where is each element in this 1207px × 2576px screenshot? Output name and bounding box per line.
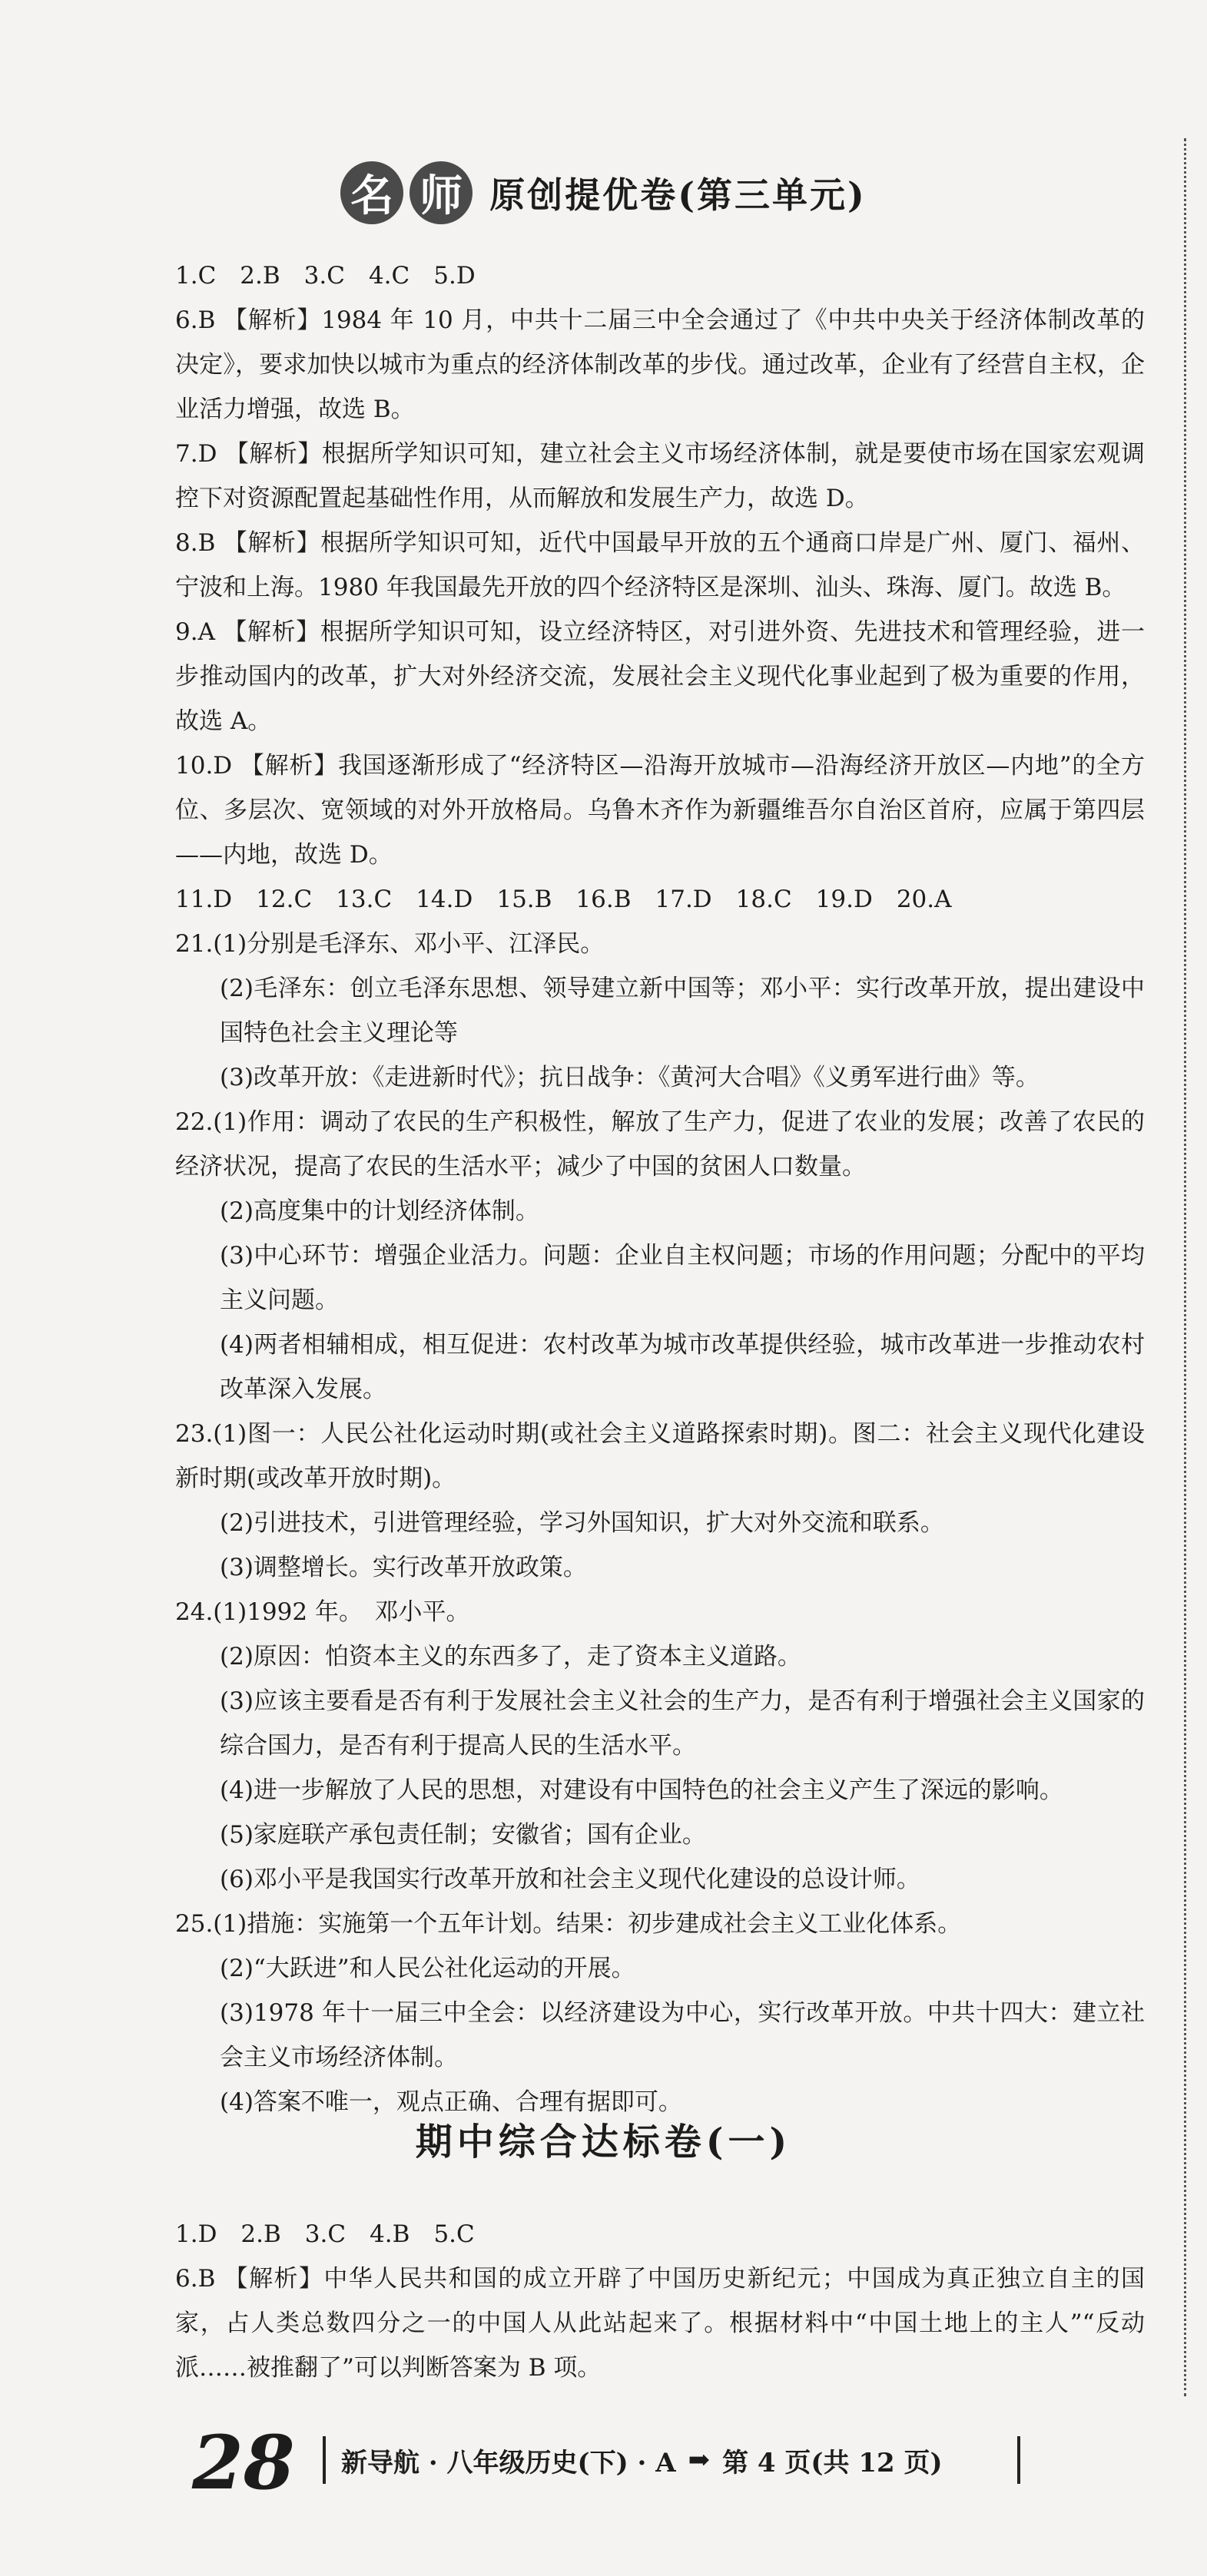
answer-line: (2)“大跃进”和人民公社化运动的开展。 bbox=[220, 1955, 635, 1982]
page-info: 第 4 页(共 12 页) bbox=[722, 2447, 943, 2478]
answer-line: (4)进一步解放了人民的思想，对建设有中国特色的社会主义产生了深远的影响。 bbox=[220, 1776, 1063, 1804]
answer-line: 8.B 【解析】根据所学知识可知，近代中国最早开放的五个通商口岸是广州、厦门、福州、宁波和上海。1980 年我国最先开放的四个经济特区是深圳、汕头、珠海、厦门。故选 B。 bbox=[175, 529, 1145, 601]
answer-line: (3)应该主要看是否有利于发展社会主义社会的生产力，是否有利于增强社会主义国家的综合国力，是否有利于提高人民的生活水平。 bbox=[220, 1687, 1145, 1760]
badge-char-2: 师 bbox=[410, 161, 473, 224]
answer-line: 24.(1)1992 年。 邓小平。 bbox=[175, 1598, 470, 1626]
answer-line: 9.A 【解析】根据所学知识可知，设立经济特区，对引进外资、先进技术和管理经验，进一步推动国内的改革，扩大对外经济交流，发展社会主义现代化事业起到了极为重要的作用，故选 A。 bbox=[175, 618, 1145, 735]
answer-line: 7.D 【解析】根据所学知识可知，建立社会主义市场经济体制，就是要使市场在国家宏观调控下对资源配置起基础性作用，从而解放和发展生产力，故选 D。 bbox=[175, 440, 1145, 512]
answer-line: (2)原因：怕资本主义的东西多了，走了资本主义道路。 bbox=[220, 1643, 801, 1670]
answer-line: (3)1978 年十一届三中全会：以经济建设为中心，实行改革开放。中共十四大：建立社会主义市场经济体制。 bbox=[220, 1999, 1145, 2071]
answer-line: (3)改革开放：《走进新时代》；抗日战争：《黄河大合唱》《义勇军进行曲》等。 bbox=[220, 1064, 1040, 1091]
arrow-icon: ➡ bbox=[688, 2445, 711, 2475]
answer-line: (6)邓小平是我国实行改革开放和社会主义现代化建设的总设计师。 bbox=[220, 1866, 920, 1893]
answer-line: 1.C 2.B 3.C 4.C 5.D bbox=[175, 262, 476, 290]
answer-line: 6.B 【解析】1984 年 10 月，中共十二届三中全会通过了《中共中央关于经济体制改革的决定》，要求加快以城市为重点的经济体制改革的步伐。通过改革，企业有了经营自主权，企业活力增强，故选 B。 bbox=[175, 306, 1145, 423]
answer-line: (2)毛泽东：创立毛泽东思想、领导建立新中国等；邓小平：实行改革开放，提出建设中国特色社会主义理论等 bbox=[220, 975, 1145, 1047]
answer-line: (3)调整增长。实行改革开放政策。 bbox=[220, 1554, 587, 1581]
answer-line: (5)家庭联产承包责任制；安徽省；国有企业。 bbox=[220, 1821, 706, 1849]
answer-line: 6.B 【解析】中华人民共和国的成立开辟了中国历史新纪元；中国成为真正独立自主的国家，占人类总数四分之一的中国人从此站起来了。根据材料中“中国土地上的主人”“反动派……被推翻了”可以判断答案为 B 项。 bbox=[175, 2265, 1145, 2382]
answer-block-2 bbox=[175, 2212, 1145, 2390]
badge-char-1: 名 bbox=[340, 161, 403, 224]
answer-line: (2)引进技术，引进管理经验，学习外国知识，扩大对外交流和联系。 bbox=[220, 1509, 944, 1537]
section-header bbox=[0, 161, 1207, 224]
answer-block-1 bbox=[175, 253, 1145, 2124]
answer-line: (3)中心环节：增强企业活力。问题：企业自主权问题；市场的作用问题；分配中的平均主义问题。 bbox=[220, 1242, 1145, 1314]
answer-line: 11.D 12.C 13.C 14.D 15.B 16.B 17.D 18.C 19.D 20.A bbox=[175, 886, 952, 913]
page-footer bbox=[192, 2419, 1037, 2504]
footer-info bbox=[323, 2436, 1020, 2484]
answer-line: (4)两者相辅相成，相互促进：农村改革为城市改革提供经验，城市改革进一步推动农村改革深入发展。 bbox=[220, 1331, 1145, 1403]
answer-line: 25.(1)措施：实施第一个五年计划。结果：初步建成社会主义工业化体系。 bbox=[175, 1910, 962, 1938]
section-title-2: 期中综合达标卷(一) bbox=[415, 2121, 792, 2164]
answer-line: 1.D 2.B 3.C 4.B 5.C bbox=[175, 2220, 475, 2248]
answer-line: 22.(1)作用：调动了农民的生产积极性，解放了生产力，促进了农业的发展；改善了农民的经济状况，提高了农民的生活水平；减少了中国的贫困人口数量。 bbox=[175, 1108, 1145, 1180]
answer-line: 10.D 【解析】我国逐渐形成了“经济特区—沿海开放城市—沿海经济开放区—内地”的全方位、多层次、宽领域的对外开放格局。乌鲁木齐作为新疆维吾尔自治区首府，应属于第四层——内地，故选 D。 bbox=[175, 752, 1145, 869]
answer-line: (4)答案不唯一，观点正确、合理有据即可。 bbox=[220, 2088, 682, 2116]
margin-dotted-line bbox=[1184, 138, 1186, 2396]
answer-line: 21.(1)分别是毛泽东、邓小平、江泽民。 bbox=[175, 930, 605, 958]
answer-line: 23.(1)图一：人民公社化运动时期(或社会主义道路探索时期)。图二：社会主义现代化建设新时期(或改革开放时期)。 bbox=[175, 1420, 1145, 1492]
answer-line: (2)高度集中的计划经济体制。 bbox=[220, 1197, 539, 1225]
section-title: 原创提优卷(第三单元) bbox=[489, 174, 867, 216]
page-number: 28 bbox=[192, 2419, 295, 2506]
book-title: 新导航 · 八年级历史(下) · A bbox=[341, 2447, 676, 2478]
